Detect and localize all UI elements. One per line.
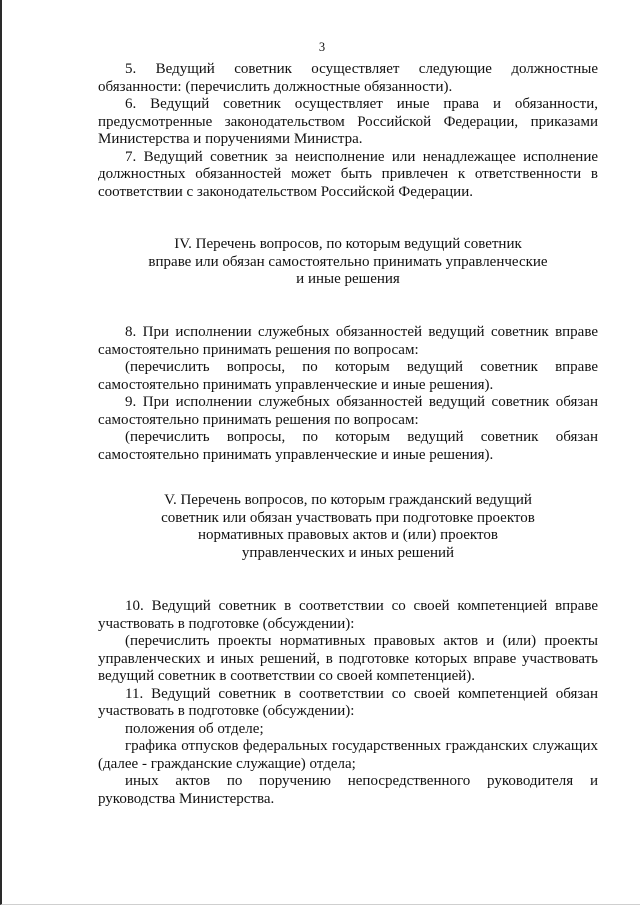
heading-iv-line-1: IV. Перечень вопросов, по которым ведущий советник <box>174 236 522 252</box>
paragraph-5: 5. Ведущий советник осуществляет следующие должностные обязанности: (перечислить должностные обязанности). <box>98 61 598 95</box>
paragraph-8-list: (перечислить вопросы, по которым ведущий советник вправе самостоятельно принимать управленческие и иные решения). <box>98 359 598 393</box>
paragraph-9-list: (перечислить вопросы, по которым ведущий советник обязан самостоятельно принимать управленческие и иные решения). <box>98 429 598 463</box>
heading-iv-line-3: и иные решения <box>296 271 400 287</box>
paragraph-11-item-2: графика отпусков федеральных государственных гражданских служащих (далее - гражданские служащие) отдела; <box>98 738 598 772</box>
section-heading-iv <box>98 236 598 289</box>
heading-iv-line-2: вправе или обязан самостоятельно принимать управленческие <box>148 253 548 270</box>
paragraph-11-item-1: положения об отделе; <box>125 720 264 737</box>
paragraph-8: 8. При исполнении служебных обязанностей ведущий советник вправе самостоятельно принимать решения по вопросам: <box>98 324 598 358</box>
paragraph-10-list: (перечислить проекты нормативных правовых актов и (или) проекты управленческих и иных решений, в подготовке которых вправе участвовать ведущий советник в соответствии со своей компетенцией). <box>98 633 598 684</box>
heading-v-line-1: V. Перечень вопросов, по которым гражданский ведущий <box>164 492 532 508</box>
section-decisions <box>98 324 598 464</box>
paragraph-10: 10. Ведущий советник в соответствии со своей компетенцией вправе участвовать в подготовке (обсуждении): <box>98 598 598 632</box>
paragraph-11-item-3: иных актов по поручению непосредственного руководителя и руководства Министерства. <box>98 773 598 807</box>
heading-v-line-4: управленческих и иных решений <box>241 544 455 561</box>
heading-v-line-3: нормативных правовых актов и (или) проектов <box>198 527 498 543</box>
heading-v-line-2: советник или обязан участвовать при подготовке проектов <box>161 509 535 526</box>
section-drafting <box>98 598 598 808</box>
paragraph-7: 7. Ведущий советник за неисполнение или ненадлежащее исполнение должностных обязанностей может быть привлечен к ответственности в соответствии с законодательством Российской Федерации. <box>98 148 598 200</box>
page-number: 3 <box>318 40 326 54</box>
paragraph-11: 11. Ведущий советник в соответствии со своей компетенцией обязан участвовать в подготовке (обсуждении): <box>98 685 598 719</box>
paragraph-9: 9. При исполнении служебных обязанностей ведущий советник обязан самостоятельно принимать решения по вопросам: <box>98 394 598 428</box>
paragraph-6: 6. Ведущий советник осуществляет иные права и обязанности, предусмотренные законодательством Российской Федерации, приказами Министерства и поручениями Министра. <box>98 96 598 147</box>
section-duties <box>98 61 598 201</box>
section-heading-v <box>98 492 598 562</box>
